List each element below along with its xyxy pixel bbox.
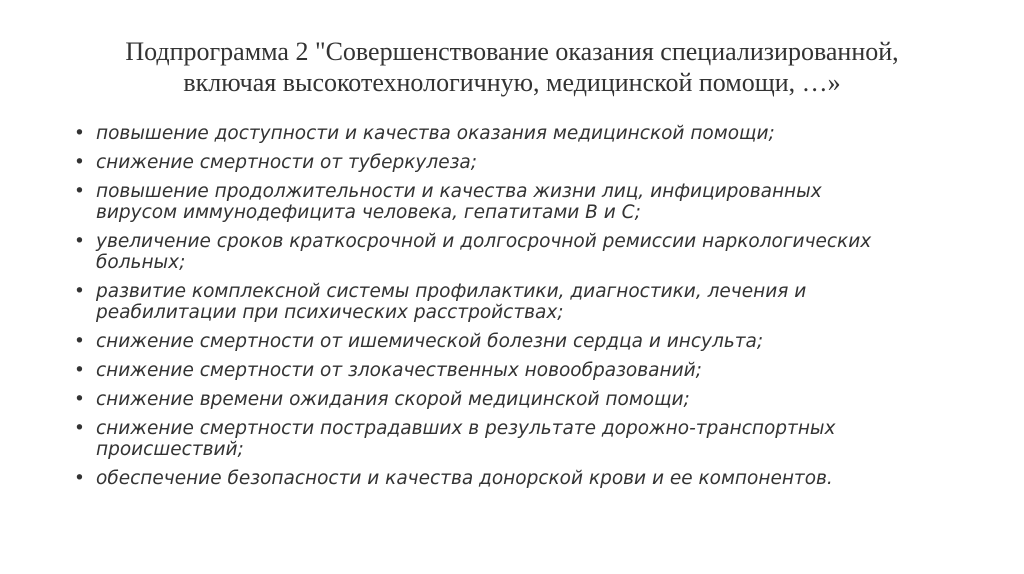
- bullet-item: [74, 281, 974, 323]
- bullet-text: повышение доступности и качества оказания медицинской помощи;: [96, 123, 775, 144]
- bullet-item: [74, 123, 974, 144]
- bullet-text: снижение смертности от ишемической болезни сердца и инсульта;: [96, 331, 764, 352]
- bullet-icon: •: [74, 468, 85, 489]
- bullet-text: снижение времени ожидания скорой медицинской помощи;: [96, 389, 690, 410]
- bullet-text: снижение смертности пострадавших в результате дорожно-транспортных: [96, 418, 836, 439]
- bullet-text-continuation: реабилитации при психических расстройствах;: [96, 302, 564, 323]
- bullet-icon: •: [74, 389, 85, 410]
- slide-title-line-1: Подпрограмма 2 "Совершенствование оказания специализированной,: [125, 37, 899, 66]
- bullet-text-continuation: происшествий;: [96, 439, 244, 460]
- bullet-icon: •: [74, 181, 85, 202]
- bullet-text: снижение смертности от туберкулеза;: [96, 152, 477, 173]
- bullet-list: [74, 123, 974, 497]
- bullet-text: увеличение сроков краткосрочной и долгосрочной ремиссии наркологических: [96, 231, 872, 252]
- bullet-icon: •: [74, 360, 85, 381]
- bullet-text-continuation: вирусом иммунодефицита человека, гепатитами B и C;: [96, 202, 641, 223]
- bullet-icon: •: [74, 231, 85, 252]
- slide-title: [40, 36, 984, 98]
- bullet-icon: •: [74, 281, 85, 302]
- slide-title-line-2: включая высокотехнологичную, медицинской помощи, …»: [183, 68, 841, 97]
- bullet-text: повышение продолжительности и качества жизни лиц, инфицированных: [96, 181, 822, 202]
- bullet-item: [74, 418, 974, 460]
- bullet-text: развитие комплексной системы профилактики, диагностики, лечения и: [96, 281, 807, 302]
- bullet-icon: •: [74, 152, 85, 173]
- bullet-item: [74, 331, 974, 352]
- bullet-item: [74, 152, 974, 173]
- bullet-icon: •: [74, 123, 85, 144]
- bullet-item: [74, 231, 974, 273]
- bullet-text: снижение смертности от злокачественных новообразований;: [96, 360, 702, 381]
- bullet-icon: •: [74, 418, 85, 439]
- bullet-text-continuation: больных;: [96, 252, 186, 273]
- bullet-icon: •: [74, 331, 85, 352]
- bullet-item: [74, 389, 974, 410]
- bullet-item: [74, 181, 974, 223]
- bullet-item: [74, 360, 974, 381]
- bullet-item: [74, 468, 974, 489]
- bullet-text: обеспечение безопасности и качества донорской крови и ее компонентов.: [96, 468, 833, 489]
